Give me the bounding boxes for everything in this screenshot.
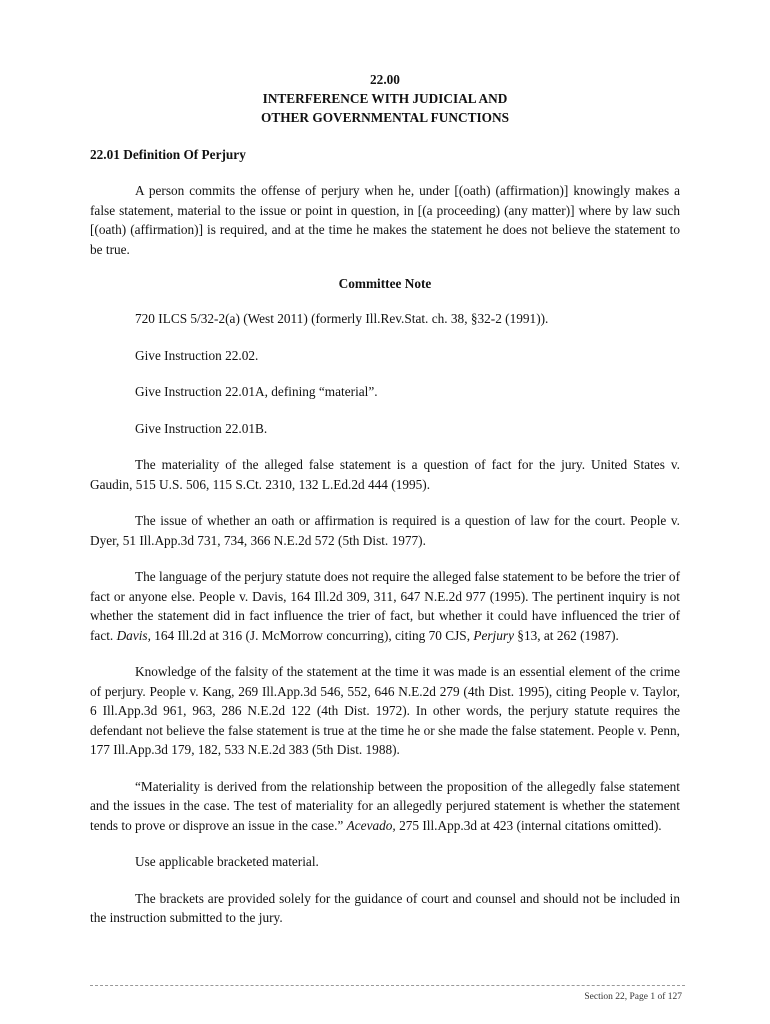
instruction-text: A person commits the offense of perjury when he, under [(oath) (affirmation)] knowingly makes a false statement, material to the issue or point in question, in [(a proceeding) (any matter)] where by law such [(oath) (affirmation)] is required, and at the time he makes the statement he does not believe the statement to be true. [90, 183, 680, 257]
note-statute: 720 ILCS 5/32-2(a) (West 2011) (formerly Ill.Rev.Stat. ch. 38, §32-2 (1991)). [135, 311, 549, 326]
heading-line-2: OTHER GOVERNMENTAL FUNCTIONS [261, 110, 509, 125]
heading-line-1: INTERFERENCE WITH JUDICIAL AND [262, 91, 508, 106]
document-page [90, 70, 680, 928]
note-give-22-01b: Give Instruction 22.01B. [135, 420, 268, 436]
note-materiality: The materiality of the alleged false statement is a question of fact for the jury. United States v. Gaudin, 515 U.S. 506, 115 S.Ct. 2310, 132 L.Ed.2d 444 (1995). [90, 457, 680, 492]
heading-number: 22.00 [370, 72, 400, 87]
note-bracketed: Use applicable bracketed material. [135, 854, 319, 869]
note-language-part-c: §13, at 262 (1987). [513, 627, 619, 643]
note-oath: The issue of whether an oath or affirmation is required is a question of law for the court. People v. Dyer, 51 Ill.App.3d 731, 734, 366 N.E.2d 572 (5th Dist. 1977). [90, 513, 680, 548]
note-give-22-01a: Give Instruction 22.01A, defining “material”. [135, 384, 378, 399]
note-brackets: The brackets are provided solely for the guidance of court and counsel and should not be included in the instruction submitted to the jury. [90, 890, 680, 925]
note-language-part-b: 164 Ill.2d at 316 (J. McMorrow concurring), citing 70 CJS, [150, 627, 474, 643]
note-quote-part-b: 275 Ill.App.3d at 423 (internal citations omitted). [395, 817, 662, 833]
committee-note-title: Committee Note [338, 276, 432, 291]
note-quote-part-a: “Materiality is derived from the relationship between the proposition of the allegedly false statement and the issues in the case. The test of materiality for an allegedly perjured statement is whether the statement tends to prove or disprove an issue in the case.” [90, 778, 680, 833]
note-knowledge: Knowledge of the falsity of the statement at the time it was made is an essential element of the crime of perjury. People v. Kang, 269 Ill.App.3d 546, 552, 646 N.E.2d 279 (4th Dist. 1995), citing People v. Taylor, 6 Ill.App.3d 961, 963, 286 N.E.2d 122 (4th Dist. 1972). In other words, the perjury statute requires the defendant not believe the false statement is true at the time he or she made the false statement. People v. Penn, 177 Ill.App.3d 179, 182, 533 N.E.2d 383 (5th Dist. 1988). [90, 664, 680, 757]
note-quote-acevado: Acevado, [346, 817, 396, 833]
note-language-perjury: Perjury [473, 627, 514, 643]
note-language-davis: Davis, [116, 627, 151, 643]
footer-rule [90, 985, 685, 986]
section-title: 22.01 Definition Of Perjury [90, 147, 246, 162]
note-quote [90, 777, 680, 836]
note-give-22-02: Give Instruction 22.02. [135, 347, 259, 363]
note-language [90, 567, 680, 645]
page-footer: Section 22, Page 1 of 127 [584, 992, 682, 1002]
note-language-part-a: The language of the perjury statute does not require the alleged false statement to be before the trier of fact or anyone else. People v. Davis, 164 Ill.2d 309, 311, 647 N.E.2d 977 (1995). The pertinent inquiry is not whether the statement did in fact influence the trier of fact, but whether it could have influenced the trier of fact. [90, 569, 680, 643]
